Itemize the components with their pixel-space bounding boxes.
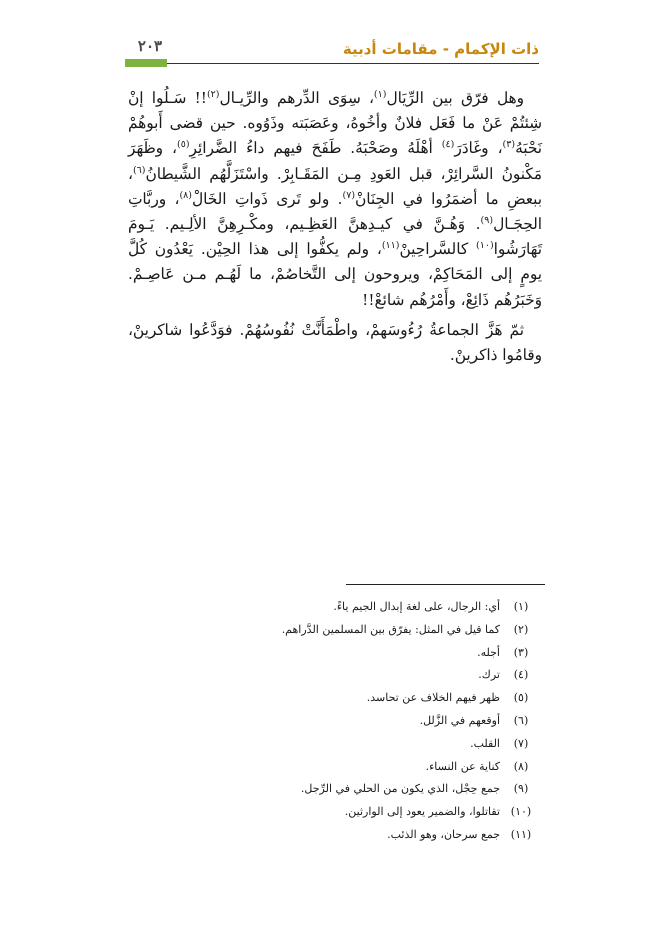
- footnote-item: [128, 619, 542, 642]
- footnote-marker: (٥): [176, 139, 190, 151]
- text-run: ، سِوَى الدِّرهم والرِّيـال: [219, 89, 374, 107]
- footnote-text: ظهر فيهم الخلاف عن تحاسد.: [366, 691, 500, 705]
- text-run: ، ببعضِ ما أضمَرُوا في الجِنَانْ: [128, 164, 542, 208]
- footnote-marker: (٧): [342, 189, 356, 201]
- text-run: ، وغَادَرَ: [454, 139, 503, 158]
- text-run: ثمّ هَزَّ الجماعةُ رُءُوسَهمْ، واطْمَأَنَّتْ نُفُوسُهُمْ. فوَدَّعُوا شاكرينْ، وقامُوا ذاكرينْ.: [128, 320, 542, 365]
- footnote-text: كما قيل في المثل: يفرّق بين المسلمين الدَّراهم.: [281, 622, 500, 636]
- text-run: . ولو تَرى ذَواتِ الخَالْ: [191, 189, 343, 208]
- footnote-item: [128, 801, 542, 824]
- paragraph: [128, 318, 542, 368]
- footnote-item: [128, 687, 542, 710]
- text-run: ، وربَّاتِ الحِجَـال: [128, 189, 542, 234]
- footnote-text: القلب.: [470, 736, 500, 750]
- footnote-text: أجله.: [477, 645, 500, 659]
- footnote-number: (٩): [513, 782, 529, 796]
- footnote-marker: (١٠): [476, 240, 494, 252]
- footnote-text: كناية عن النساء.: [425, 759, 500, 773]
- footnotes: [128, 596, 542, 847]
- footnote-text: ترك.: [478, 668, 500, 682]
- footnote-number: (٦): [513, 713, 529, 727]
- footnote-item: [128, 710, 542, 733]
- footnote-number: (٨): [513, 759, 529, 773]
- footnote-number: (٣): [513, 645, 529, 659]
- footnote-marker: (١١): [381, 240, 400, 252]
- footnote-marker: (٦): [132, 164, 146, 176]
- footnote-item: [128, 664, 542, 687]
- footnote-number: (٤): [513, 668, 529, 682]
- text-run: وهل فرّق بين الرِّيَال: [386, 89, 524, 107]
- footnote-item: [128, 778, 542, 801]
- footnote-marker: (٩): [480, 214, 494, 226]
- text-run: ، وظَهَرَ مَكْنونُ السَّرائِرْ، قبل العَودِ مِـن المَقَـابِرْ. واسْتَزَلَّهُم الشَّيطانُ: [128, 139, 542, 183]
- running-title: ذات الإكمام - مقامات أدبية: [342, 40, 539, 58]
- footnote-item: [128, 756, 542, 779]
- text-run: . وَهُـنَّ في كيـدِهنَّ العَظِـيم، ومكْـرِهِنَّ الألِـيم. يَـومَ تَهَارَشُوا: [128, 215, 542, 259]
- footnote-number: (٥): [513, 691, 529, 705]
- page-header: [125, 34, 539, 66]
- paragraph: [128, 86, 542, 313]
- footnote-number: (٢): [513, 622, 529, 636]
- footnote-marker: (٤): [441, 139, 455, 151]
- text-run: ، ولم يكفُّوا إلى هذا الحِيْن. يَعْدُون كُلَّ يومٍ إلى المَحَاكِمْ، ويروحون إلى التَّخاصُمْ، ما لَهُـم مـن عَاصِـمْ. وَخَبَرُهُم ذَائِعْ، وأَمْرُهُم شائعْ!!: [128, 240, 542, 309]
- footnote-marker: (٨): [179, 189, 192, 201]
- footnote-separator: [346, 584, 545, 585]
- text-run: كالسَّراحِينْ: [399, 240, 476, 259]
- footnote-item: [128, 596, 542, 619]
- footnote-text: أي: الرجال، على لغة إبدال الجيم ياءً.: [333, 600, 500, 613]
- footnote-item: [128, 733, 542, 756]
- footnote-item: [128, 642, 542, 665]
- header-rule: [167, 63, 539, 64]
- page-number: ٢٠٣: [137, 37, 163, 55]
- footnote-number: (٧): [513, 736, 529, 750]
- text-run: أهْلَهُ وصَحْبَهُ. طَفَحَ فيهم داءُ الضَّرائِرِ: [189, 139, 442, 158]
- footnote-text: تقاتلوا، والضمير يعود إلى الوارثين.: [344, 805, 500, 819]
- footnote-number: (١٠): [510, 805, 532, 819]
- footnote-text: جمع حِجْل، الذي يكون من الحلي في الرِّجل.: [300, 782, 500, 796]
- footnote-text: جمع سرحان، وهو الذئب.: [387, 827, 500, 841]
- footnote-marker: (١): [373, 88, 387, 100]
- text-run: !! سَـلُوا إنْ شِئتُمْ عَنْ ما فَعَل فلانٌ وأخُوهُ، وعَصَبَته وذَوُوه. حين قضى أَبوهُمْ نَحْبَهُ: [128, 89, 543, 158]
- footnote-number: (١١): [510, 827, 532, 841]
- main-text: [128, 86, 542, 373]
- page-number-bar: [125, 59, 167, 67]
- footnote-text: أوقعهم في الزَّلل.: [419, 713, 500, 727]
- footnote-marker: (٢): [206, 88, 220, 100]
- footnote-number: (١): [513, 600, 529, 613]
- footnote-marker: (٣): [502, 139, 516, 151]
- footnote-item: [128, 824, 542, 847]
